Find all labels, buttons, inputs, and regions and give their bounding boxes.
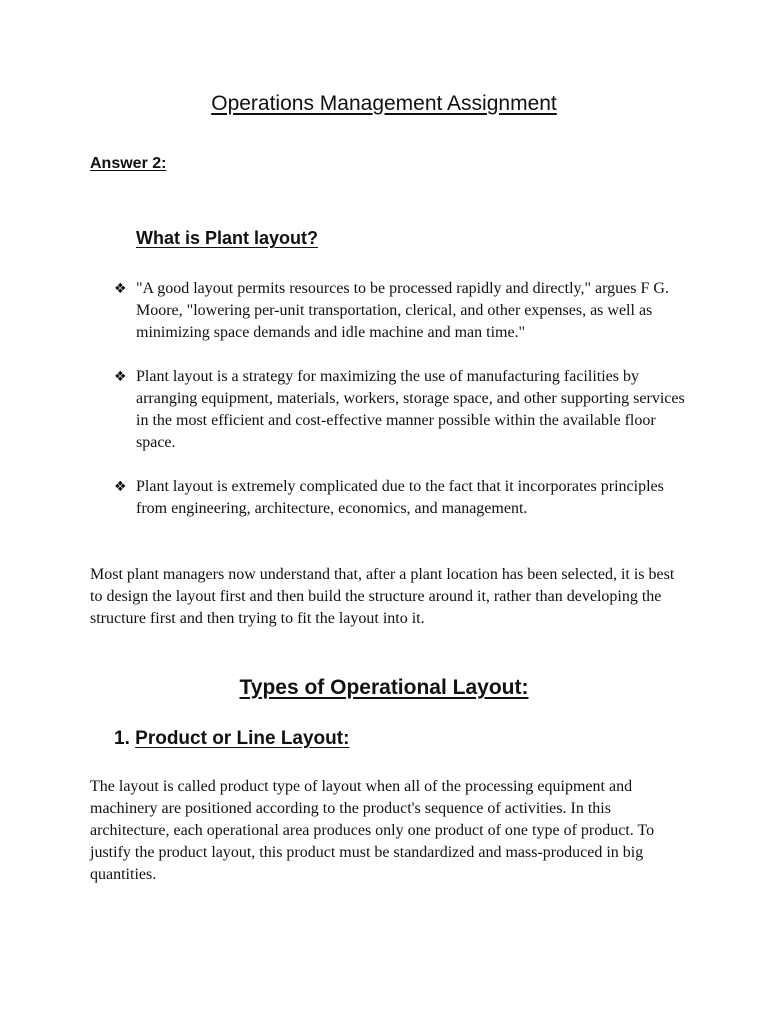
bullet-item xyxy=(112,366,692,454)
answer-label: Answer 2: xyxy=(90,155,167,172)
diamond-bullet-icon: ❖ xyxy=(114,479,127,495)
subsection-title: Product or Line Layout: xyxy=(135,728,350,749)
diamond-bullet-icon: ❖ xyxy=(114,281,127,297)
section-title: Types of Operational Layout: xyxy=(239,676,529,699)
body-paragraph: Most plant managers now understand that, after a plant location has been selected, it is best to design the layout first and then build the structure around it, rather than developing the structure first and then trying to fit the layout into it. xyxy=(90,566,675,627)
question-heading: What is Plant layout? xyxy=(136,228,319,248)
body-paragraph: The layout is called product type of layout when all of the processing equipment and machinery are positioned according to the product's sequence of activities. In this architecture, each operational area produces only one product of one type of product. To justify the product layout, this product must be standardized and mass-produced in big quantities. xyxy=(90,778,655,883)
bullet-text: Plant layout is a strategy for maximizing the use of manufacturing facilities by arranging equipment, materials, workers, storage space, and other supporting services in the most efficient and cost-effective manner possible within the available floor space. xyxy=(136,368,685,451)
bullet-text: "A good layout permits resources to be processed rapidly and directly," argues F G. Moore, "lowering per-unit transportation, clerical, and other expenses, as well as minimizing space demands and idle machine and man time." xyxy=(136,280,669,341)
bullet-item xyxy=(112,278,692,344)
diamond-bullet-icon: ❖ xyxy=(114,369,127,385)
subsection-heading xyxy=(114,728,349,750)
bullet-item xyxy=(112,476,692,520)
bullet-text: Plant layout is extremely complicated due to the fact that it incorporates principles from engineering, architecture, economics, and management. xyxy=(136,478,664,517)
bullet-list xyxy=(112,278,692,542)
subsection-number: 1. xyxy=(114,728,130,749)
document-title: Operations Management Assignment xyxy=(211,92,557,115)
